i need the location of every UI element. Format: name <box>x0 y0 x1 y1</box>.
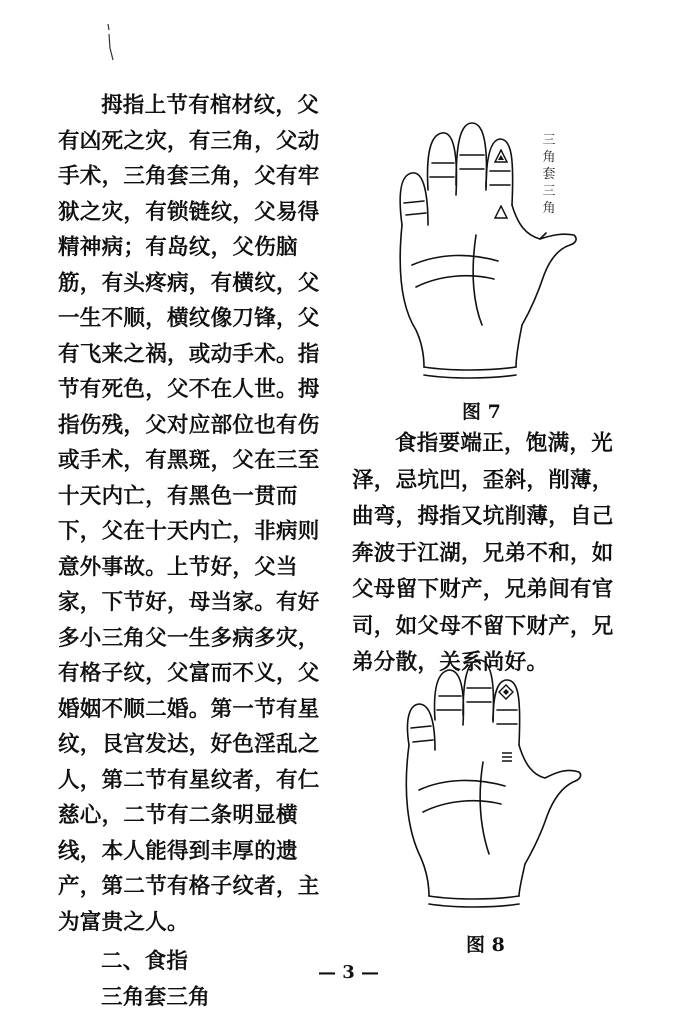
triple-line-icon <box>500 750 514 764</box>
figure-7-caption: 图 7 <box>462 401 501 423</box>
page-number: — 3 — <box>317 962 380 983</box>
left-column <box>58 88 328 1015</box>
figure-7-hand <box>390 115 590 390</box>
triangle-icon <box>494 205 508 219</box>
figure-8-hand <box>395 650 595 925</box>
right-column <box>352 426 614 682</box>
index-finger-paragraph: 食指要端正，饱满，光泽，忌坑凹，歪斜，削薄，曲弯，拇指又坑削薄，自己奔波于江湖，兄弟不和，如父母留下财产，兄弟间有官司，如父母不留下财产，兄弟分散，关系尚好。 <box>352 431 614 675</box>
diamond-icon <box>498 684 514 700</box>
section-heading: 二、食指 <box>101 949 189 974</box>
figure-7-side-label: 三角套三角 <box>542 133 556 216</box>
thumb-paragraph: 拇指上节有棺材纹，父有凶死之灾，有三角，父动手术，三角套三角，父有牢狱之灾，有锁链纹，父易得精神病；有岛纹，父伤脑筋，有头疼病，有横纹，父一生不顺，横纹像刀锋，父有飞来之祸，或动手术。指节有死色，父不在人世。拇指伤残，父对应部位也有伤或手术，有黑斑，父在三至十天内亡，有黑色一贯而下，父在十天内亡，非病则意外事故。上节好，父当家，下节好，母当家。有好多小三角父一生多病多灾，有格子纹，父富而不义，父婚姻不顺二婚。第一节有星纹，艮宫发达，好色淫乱之人，第二节有星纹者，有仁慈心，二节有二条明显横线，本人能得到丰厚的遗产，第二节有格子纹者，主为富贵之人。 <box>58 93 320 935</box>
figure-8-caption: 图 8 <box>466 934 505 956</box>
scan-mark <box>104 22 116 62</box>
section-subheading: 三角套三角 <box>101 984 211 1010</box>
triangle-in-triangle-icon <box>494 149 508 163</box>
